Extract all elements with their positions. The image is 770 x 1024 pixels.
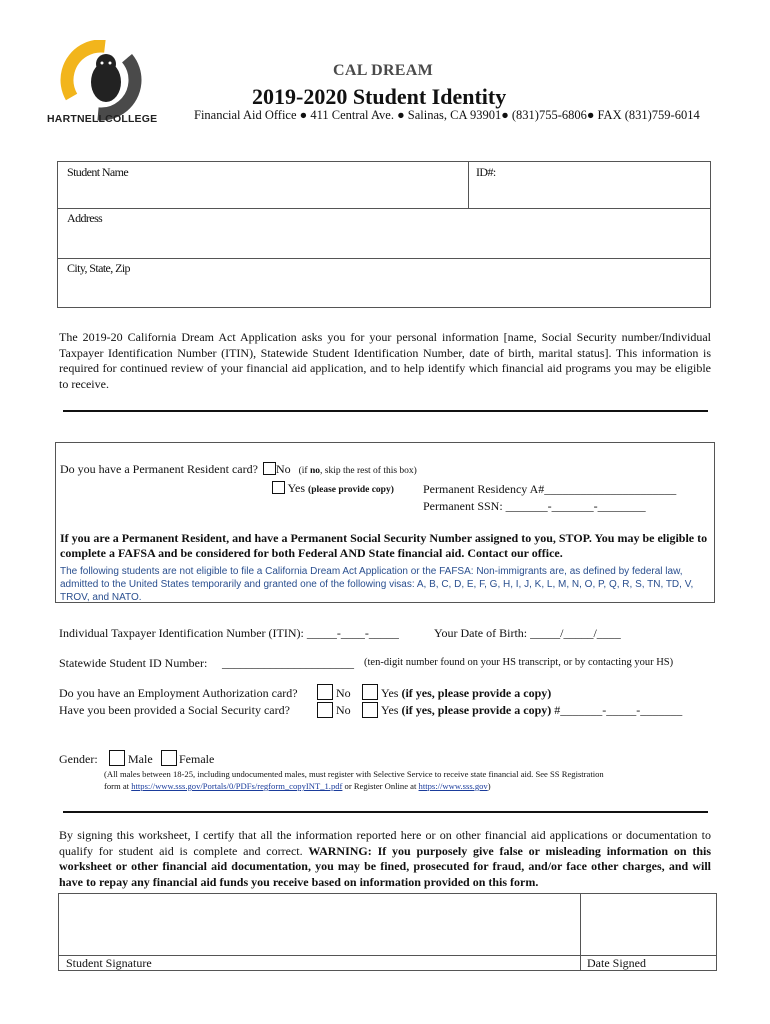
pr-card-question: Do you have a Permanent Resident card? [60,462,258,476]
pr-no-checkbox[interactable] [263,462,276,475]
employment-yes-label: Yes [381,686,399,700]
gender-male-checkbox[interactable] [109,750,125,766]
date-signed-field[interactable] [585,898,711,952]
address-field[interactable] [70,228,704,254]
program-name: CAL DREAM [333,62,434,79]
student-signature-field[interactable] [63,898,575,952]
student-name-field[interactable] [70,182,460,204]
employment-auth-question: Do you have an Employment Authorization card? [59,686,298,700]
student-info-box [57,161,711,308]
signature-box [58,893,717,971]
permanent-resident-box [55,442,715,603]
ss-card-question: Have you been provided a Social Security card? [59,703,290,717]
gender-female-checkbox[interactable] [161,750,177,766]
ssid-label: Statewide Student ID Number: [59,656,208,670]
certification-statement: By signing this worksheet, I certify that all the information reported here or on other financial aid applications or documentation to qualify for student aid is complete and correct. WARNING: If you purposely give false or misleading information on this worksheet or other financial aid documentation, you may be fined, prosecuted for fraud, and/or face other charges, and will have to repay any financial aid funds you receive based on information provided on this form. [59,828,712,889]
address-label: Address [67,211,103,225]
ssid-note: (ten-digit number found on your HS transcript, or by contacting your HS) [364,657,674,668]
employment-no-label: No [336,686,351,700]
city-state-zip-label: City, State, Zip [67,261,130,275]
pr-no-label: No [275,462,291,476]
date-signed-label: Date Signed [587,956,646,970]
sss-regform-link[interactable]: https://www.sss.gov/Portals/0/PDFs/regform_copyINT_1.pdf [131,781,343,791]
pr-yes-checkbox[interactable] [272,481,285,494]
ss-card-no-checkbox[interactable] [317,702,333,718]
city-state-zip-field[interactable] [70,278,704,304]
selective-service-note: (All males between 18-25, including undocumented males, must register with Selective Service to receive state financial aid. See SS Registration form at https://www.sss.gov/Portals/0/PDFs/regform_copyINT_1.pdf or Register Online at https://www.sss.gov) [104,769,604,791]
divider [63,811,708,813]
employment-no-checkbox[interactable] [317,684,333,700]
logo-wordmark: HARTNELLCOLLEGE [47,113,158,125]
office-contact: Financial Aid Office ● 411 Central Ave. ● Salinas, CA 93901● (831)755-6806● FAX (831)759-6014 [194,108,700,122]
visa-ineligibility-note: The following students are not eligible to file a California Dream Act Application or the FAFSA: Non-immigrants are, as defined by federal law, admitted to the United States temporarily and granted one of the following visas: A, B, C, D, E, F, G, H, I, J, K, L, M, N, O, P, Q, R, S, TN, TD, V, TROV, and NATO. [60,566,694,603]
pr-stop-notice: If you are a Permanent Resident, and have a Permanent Social Security Number assigned to you, STOP. You may be eligible to complete a FAFSA and be considered for both Federal AND State financial aid. Contact our office. [60,531,708,560]
pr-no-note: (if no, skip the rest of this box) [298,466,417,476]
gender-male-label: Male [128,752,153,766]
ss-card-no-label: No [336,703,351,717]
ss-number-field[interactable]: #_______-_____-_______ [551,703,683,717]
ss-card-yes-checkbox[interactable] [362,702,378,718]
id-field[interactable] [476,182,704,204]
employment-yes-checkbox[interactable] [362,684,378,700]
ss-card-yes-note: (if yes, please provide a copy) [401,703,552,717]
intro-paragraph: The 2019-20 California Dream Act Application asks you for your personal information [name, Social Security number/Individual Taxpayer Identification Number (ITIN), Statewide Student Identification Number, date of birth, marital status]. This information is required for continued review of your financial aid application, and to help identify which financial aid programs you may be eligible to receive. [59,330,711,391]
student-signature-label: Student Signature [66,956,152,970]
gender-female-label: Female [179,752,215,766]
student-name-label: Student Name [67,165,129,179]
ss-card-yes-label: Yes [381,703,399,717]
page-title: 2019-2020 Student Identity [252,84,507,109]
employment-yes-note: (if yes, please provide a copy) [401,686,552,700]
pr-number-field[interactable]: Permanent Residency A#______________________ [423,482,677,496]
date-of-birth-field[interactable]: Your Date of Birth: _____/_____/____ [434,626,621,640]
id-label: ID#: [476,165,496,179]
ssid-field[interactable]: ______________________ [222,656,354,670]
pr-yes-label: Yes [287,481,306,495]
divider [63,410,708,412]
pr-ssn-field[interactable]: Permanent SSN: _______-_______-________ [423,499,646,513]
gender-label: Gender: [59,752,98,766]
itin-field[interactable]: Individual Taxpayer Identification Number (ITIN): _____-____-_____ [59,626,399,640]
sss-online-link[interactable]: https://www.sss.gov [418,781,488,791]
pr-yes-note: (please provide copy) [308,485,394,495]
